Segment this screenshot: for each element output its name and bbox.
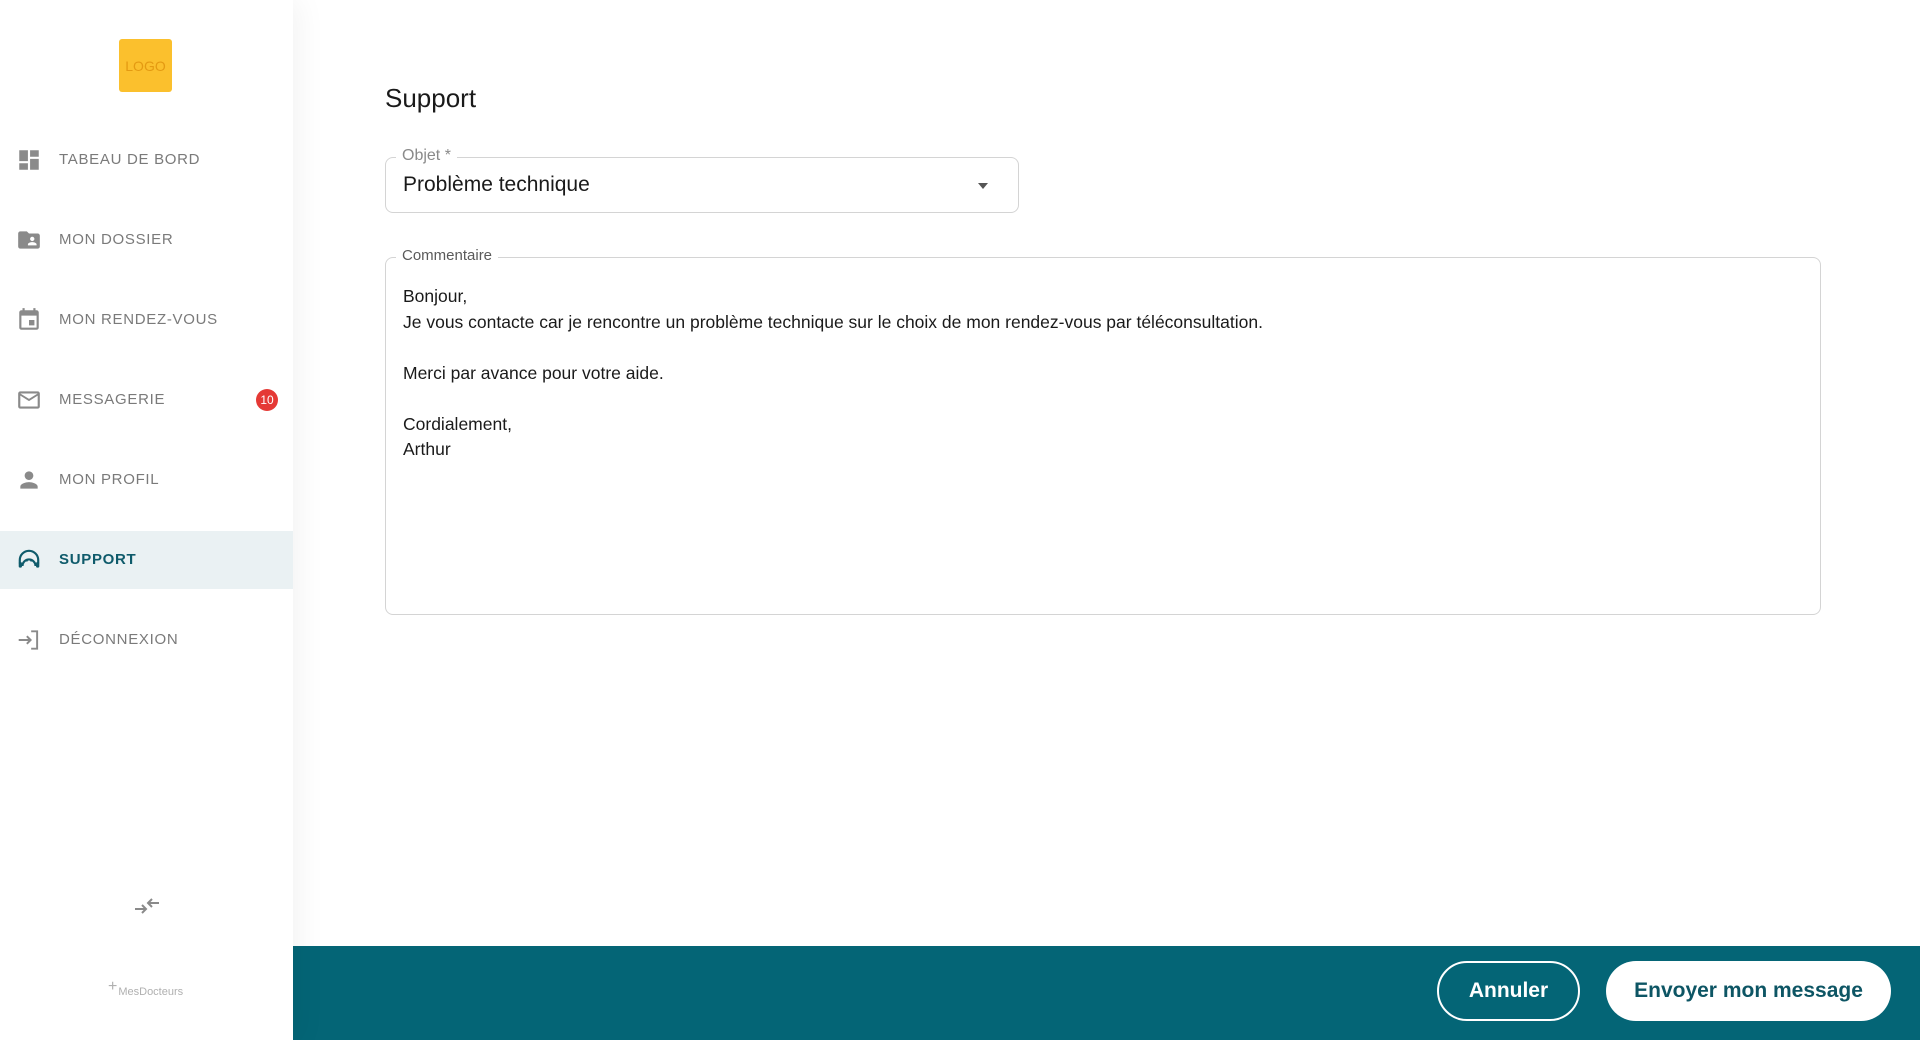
comment-field[interactable] — [385, 247, 1821, 615]
folder-user-icon — [14, 227, 44, 253]
collapse-arrows-icon — [132, 896, 162, 921]
sidebar-item-label: MON DOSSIER — [59, 231, 174, 248]
person-icon — [14, 467, 44, 493]
sidebar-nav — [0, 131, 293, 691]
sidebar-item-label: MON RENDEZ-VOUS — [59, 311, 218, 328]
dashboard-icon — [14, 147, 44, 173]
brand-plus-icon: + — [108, 978, 118, 995]
sidebar-item-label: TABEAU DE BORD — [59, 151, 201, 168]
brand-name: MesDocteurs — [118, 986, 184, 998]
sidebar — [0, 0, 293, 1040]
action-bar — [293, 946, 1920, 1040]
sidebar-item-tableau-de-bord[interactable] — [0, 131, 293, 189]
logout-icon — [14, 627, 44, 653]
sidebar-item-label: MON PROFIL — [59, 471, 160, 488]
page-title: Support — [385, 83, 477, 113]
sidebar-item-label: SUPPORT — [59, 551, 137, 568]
comment-label: Commentaire — [396, 247, 498, 264]
sidebar-item-support[interactable] — [0, 531, 293, 589]
sidebar-item-deconnexion[interactable] — [0, 611, 293, 669]
send-message-button[interactable]: Envoyer mon message — [1606, 961, 1891, 1021]
sidebar-item-messagerie[interactable] — [0, 371, 293, 429]
sidebar-item-mon-dossier[interactable] — [0, 211, 293, 269]
sidebar-item-label: DÉCONNEXION — [59, 631, 179, 648]
dropdown-arrow-icon — [978, 183, 988, 189]
subject-value: Problème technique — [403, 173, 590, 196]
subject-select[interactable] — [385, 147, 1019, 213]
brand-mark — [108, 978, 184, 1000]
sidebar-item-mon-rendez-vous[interactable] — [0, 291, 293, 349]
support-agent-icon — [14, 547, 44, 573]
main-content — [293, 0, 1920, 946]
logo-text: LOGO — [125, 57, 166, 74]
subject-label: Objet * — [396, 147, 457, 165]
mail-icon — [14, 387, 44, 413]
sidebar-item-mon-profil[interactable] — [0, 451, 293, 509]
unread-count-badge: 10 — [256, 389, 278, 411]
calendar-icon — [14, 307, 44, 333]
logo[interactable] — [119, 39, 172, 92]
comment-textarea[interactable]: Bonjour, Je vous contacte car je rencontre un problème technique sur le choix de mon rendez-vous par téléconsultation. Merci par avance pour votre aide. Cordialement, Arthur — [403, 286, 1263, 459]
cancel-button[interactable]: Annuler — [1437, 961, 1580, 1021]
collapse-sidebar-button[interactable] — [131, 896, 163, 920]
sidebar-item-label: MESSAGERIE — [59, 391, 166, 408]
